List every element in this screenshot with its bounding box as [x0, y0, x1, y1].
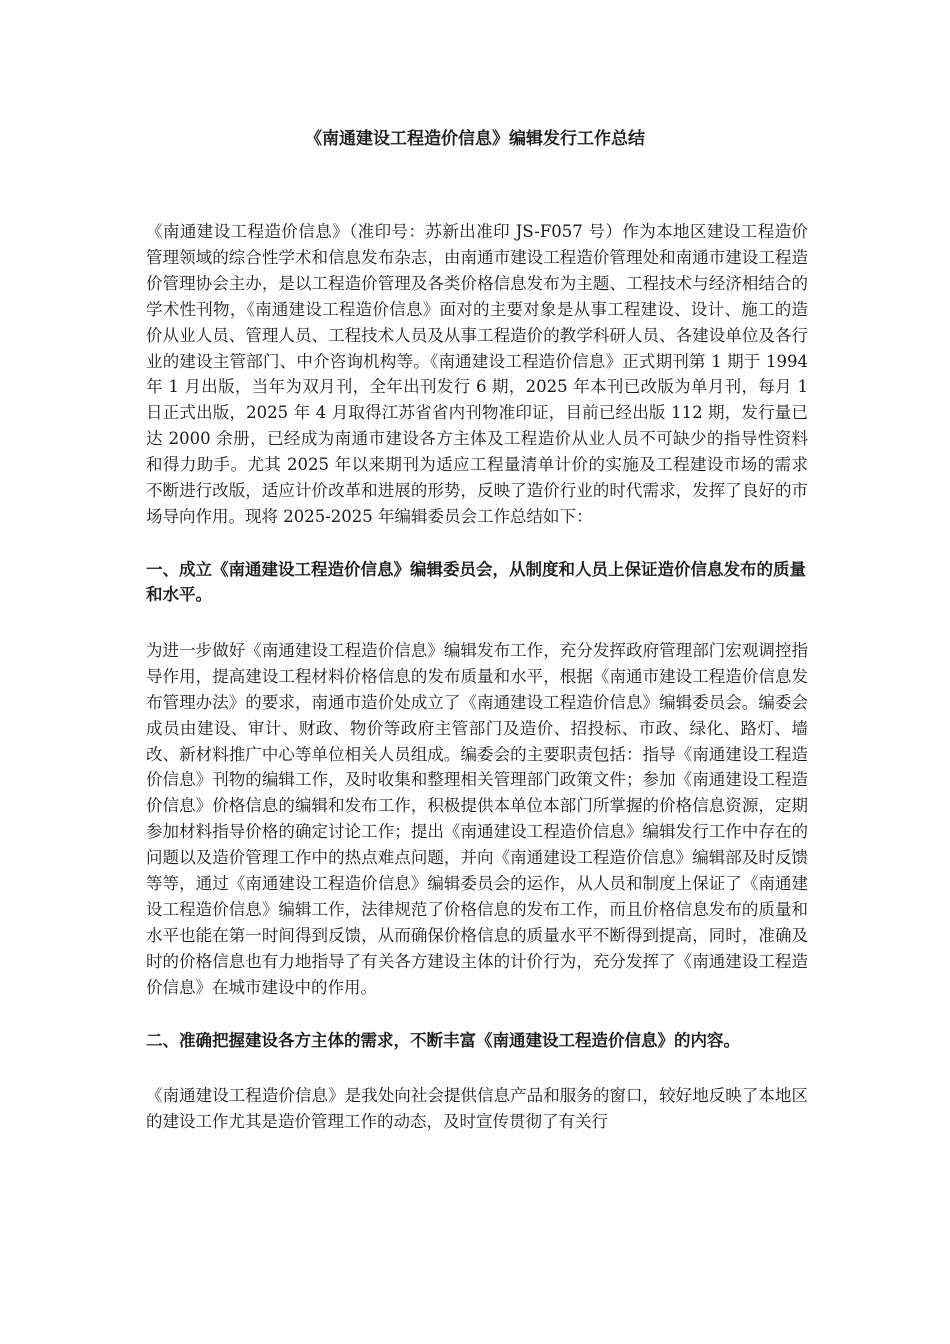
section-1-heading: 一、成立《南通建设工程造价信息》编辑委员会，从制度和人员上保证造价信息发布的质量和水平。 [146, 559, 806, 605]
section-1-paragraph: 为进一步做好《南通建设工程造价信息》编辑发布工作，充分发挥政府管理部门宏观调控指导作用，提高建设工程材料价格信息的发布质量和水平，根据《南通市建设工程造价信息发布管理办法》的要求，南通市造价处成立了《南通建设工程造价信息》编辑委员会。编委会成员由建设、审计、财政、物价等政府主管部门及造价、招投标、市政、绿化、路灯、墙改、新材料推广中心等单位相关人员组成。编委会的主要职责包括：指导《南通建设工程造价信息》刊物的编辑工作，及时收集和整理相关管理部门政策文件；参加《南通建设工程造价信息》价格信息的编辑和发布工作，积极提供本单位本部门所掌握的价格信息资源，定期参加材料指导价格的确定讨论工作；提出《南通建设工程造价信息》编辑发行工作中存在的问题以及造价管理工作中的热点难点问题，并向《南通建设工程造价信息》编辑部及时反馈等等，通过《南通建设工程造价信息》编辑委员会的运作，从人员和制度上保证了《南通建设工程造价信息》编辑工作，法律规范了价格信息的发布工作，而且价格信息发布的质量和水平也能在第一时间得到反馈，从而确保价格信息的质量水平不断得到提高，同时，准确及时的价格信息也有力地指导了有关各方建设主体的计价行为，充分发挥了《南通建设工程造价信息》在城市建设中的作用。 [146, 640, 808, 997]
document-body [146, 219, 808, 1135]
section-2-paragraph: 《南通建设工程造价信息》是我处向社会提供信息产品和服务的窗口，较好地反映了本地区的建设工作尤其是造价管理工作的动态，及时宣传贯彻了有关行 [146, 1086, 808, 1131]
document-title: 《南通建设工程造价信息》编辑发行工作总结 [305, 129, 645, 149]
section-2-heading: 二、准确把握建设各方主体的需求，不断丰富《南通建设工程造价信息》的内容。 [146, 1030, 740, 1050]
intro-paragraph: 《南通建设工程造价信息》（准印号：苏新出准印 JS-F057 号）作为本地区建设工程造价管理领域的综合性学术和信息发布杂志，由南通市建设工程造价管理处和南通市建设工程造价管理协会主办，是以工程造价管理及各类价格信息发布为主题、工程技术与经济相结合的学术性刊物，《南通建设工程造价信息》面对的主要对象是从事工程建设、设计、施工的造价从业人员、管理人员、工程技术人员及从事工程造价的教学科研人员、各建设单位及各行业的建设主管部门、中介咨询机构等。《南通建设工程造价信息》正式期刊第 1 期于 1994 年 1 月出版，当年为双月刊，全年出刊发行 6 期，2025 年本刊已改版为单月刊，每月 1 日正式出版，2025 年 4 月取得江苏省省内刊物准印证，目前已经出版 112 期，发行量已达 2000 余册，已经成为南通市建设各方主体及工程造价从业人员不可缺少的指导性资料和得力助手。尤其 2025 年以来期刊为适应工程量清单计价的实施及工程建设市场的需求不断进行改版，适应计价改革和进展的形势，反映了造价行业的时代需求，发挥了良好的市场导向作用。现将 2025-2025 年编辑委员会工作总结如下： [146, 222, 808, 526]
